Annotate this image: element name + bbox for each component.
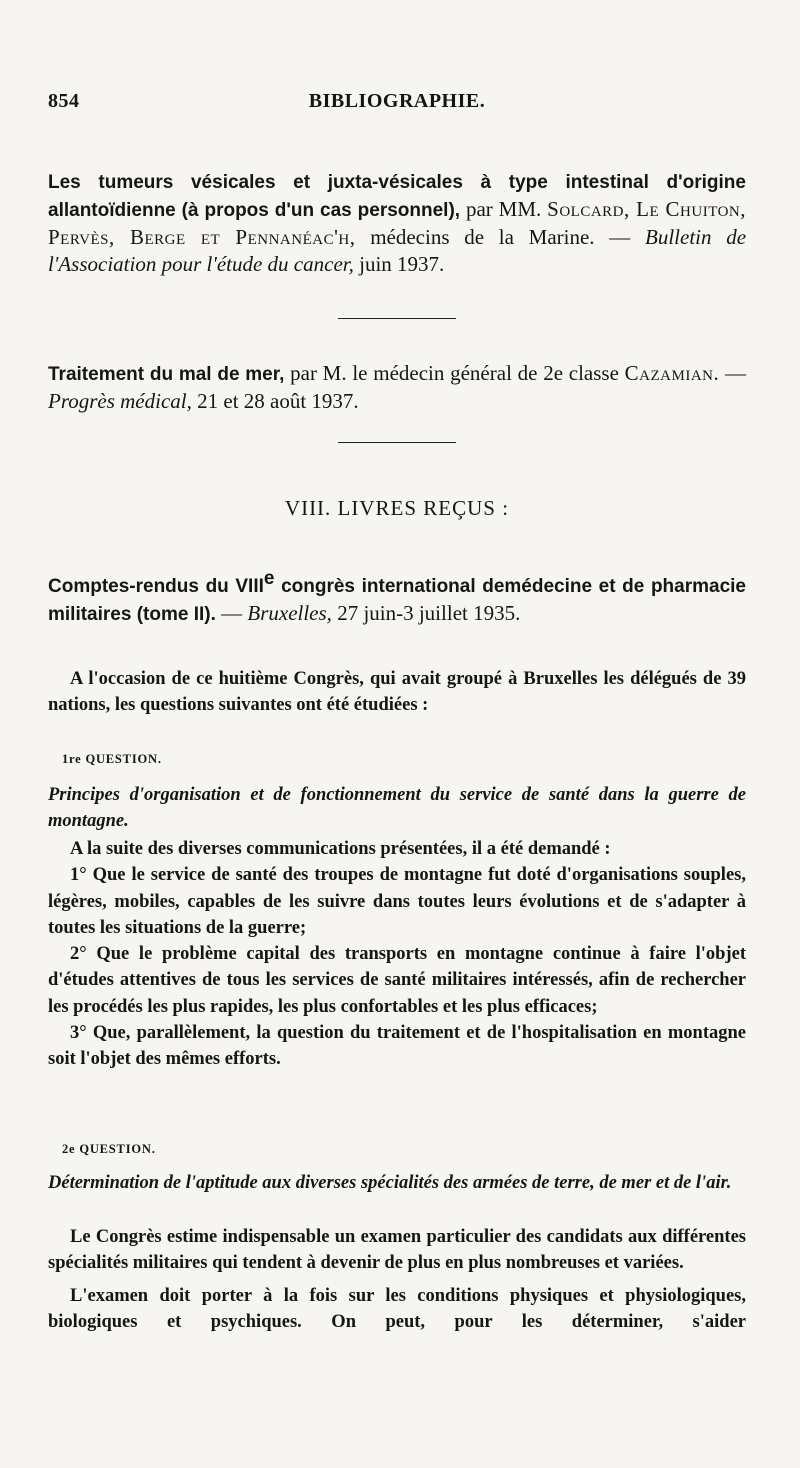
intro-paragraph bbox=[48, 666, 746, 719]
q1-paragraph-3: 2° Que le problème capital des transports en montagne continue à faire l'objet d'études attentives de tous les services de santé militaires intéressés, afin de rechercher les procédés les plus rapides, les plus confortables et les plus efficaces; bbox=[48, 944, 746, 1017]
question-2-label: 2e QUESTION. bbox=[62, 1142, 156, 1156]
q1-paragraph-4: 3° Que, parallèlement, la question du traitement et de l'hospitalisation en montagne soit l'objet des mêmes efforts. bbox=[48, 1023, 746, 1070]
entry-1-authors: Solcard, Le Chuiton, Pervès, Berge et Pennanéac'h, bbox=[48, 197, 746, 249]
entry-2-date: 21 et 28 août 1937. bbox=[197, 389, 359, 413]
book-date: 27 juin-3 juillet 1935. bbox=[337, 601, 521, 625]
entry-2-separator: — bbox=[725, 361, 747, 385]
book-entry bbox=[48, 565, 746, 628]
entry-2-source: Progrès médical, bbox=[48, 389, 192, 413]
book-title-sup: e bbox=[263, 568, 275, 589]
separator-rule-2 bbox=[338, 442, 456, 443]
intro-text: A l'occasion de ce huitième Congrès, qui avait groupé à Bruxelles les délégués de 39 nations, les questions suivantes ont été étudiées : bbox=[48, 669, 746, 716]
question-2-body bbox=[48, 1224, 746, 1335]
question-1-body bbox=[48, 836, 746, 1073]
bibliography-entry-2 bbox=[48, 360, 746, 415]
section-heading: VIII. LIVRES REÇUS : bbox=[284, 496, 510, 520]
book-title-part2: congrès international demédecine et de pharmacie militaires (tome II). bbox=[48, 576, 746, 625]
entry-1-source: Bulletin de l'Association pour l'étude du cancer, bbox=[48, 225, 747, 276]
q1-paragraph-1: A la suite des diverses communications présentées, il a été demandé : bbox=[70, 839, 611, 859]
entry-1-date: juin 1937. bbox=[359, 252, 445, 276]
question-2-title: Détermination de l'aptitude aux diverses spécialités des armées de terre, de mer et de l'air. bbox=[48, 1173, 732, 1193]
question-1-title: Principes d'organisation et de fonctionnement du service de santé dans la guerre de montagne. bbox=[48, 785, 746, 831]
page-number: 854 bbox=[48, 90, 80, 112]
q1-paragraph-2: 1° Que le service de santé des troupes de montagne fut doté d'organisations souples, légères, mobiles, capables de les suivre dans toutes leurs évolutions et de s'adapter à toutes les situations de la guerre; bbox=[48, 865, 746, 938]
entry-2-authors-intro: par M. le médecin général de 2e classe bbox=[290, 361, 619, 385]
q2-paragraph-1: Le Congrès estime indispensable un examen particulier des candidats aux différentes spécialités militaires qui tendent à devenir de plus en plus nombreuses et variées. bbox=[48, 1227, 746, 1274]
book-separator: — bbox=[221, 601, 243, 625]
book-title-part1: Comptes-rendus du VIII bbox=[48, 576, 264, 597]
entry-2-title: Traitement du mal de mer, bbox=[48, 364, 285, 385]
question-1-label: 1re QUESTION. bbox=[62, 752, 162, 766]
entry-2-authors: Cazamian. bbox=[624, 361, 720, 385]
entry-1-title: Les tumeurs vésicales et juxta-vésicales à type intestinal d'origine allantoïdienne (à propos d'un cas personnel), bbox=[48, 172, 746, 221]
q2-paragraph-2: L'examen doit porter à la fois sur les conditions physiques et physiologiques, biologiques et psychiques. On peut, pour les déterminer, s'aider bbox=[48, 1285, 746, 1332]
running-title: BIBLIOGRAPHIE. bbox=[308, 90, 486, 112]
separator-rule-1 bbox=[338, 318, 456, 319]
bibliography-entry-1 bbox=[48, 168, 746, 278]
entry-1-authors-intro: par MM. bbox=[465, 197, 542, 221]
entry-1-role: médecins de la Marine. — bbox=[370, 225, 631, 249]
running-head bbox=[48, 90, 746, 120]
book-place: Bruxelles, bbox=[247, 601, 332, 625]
